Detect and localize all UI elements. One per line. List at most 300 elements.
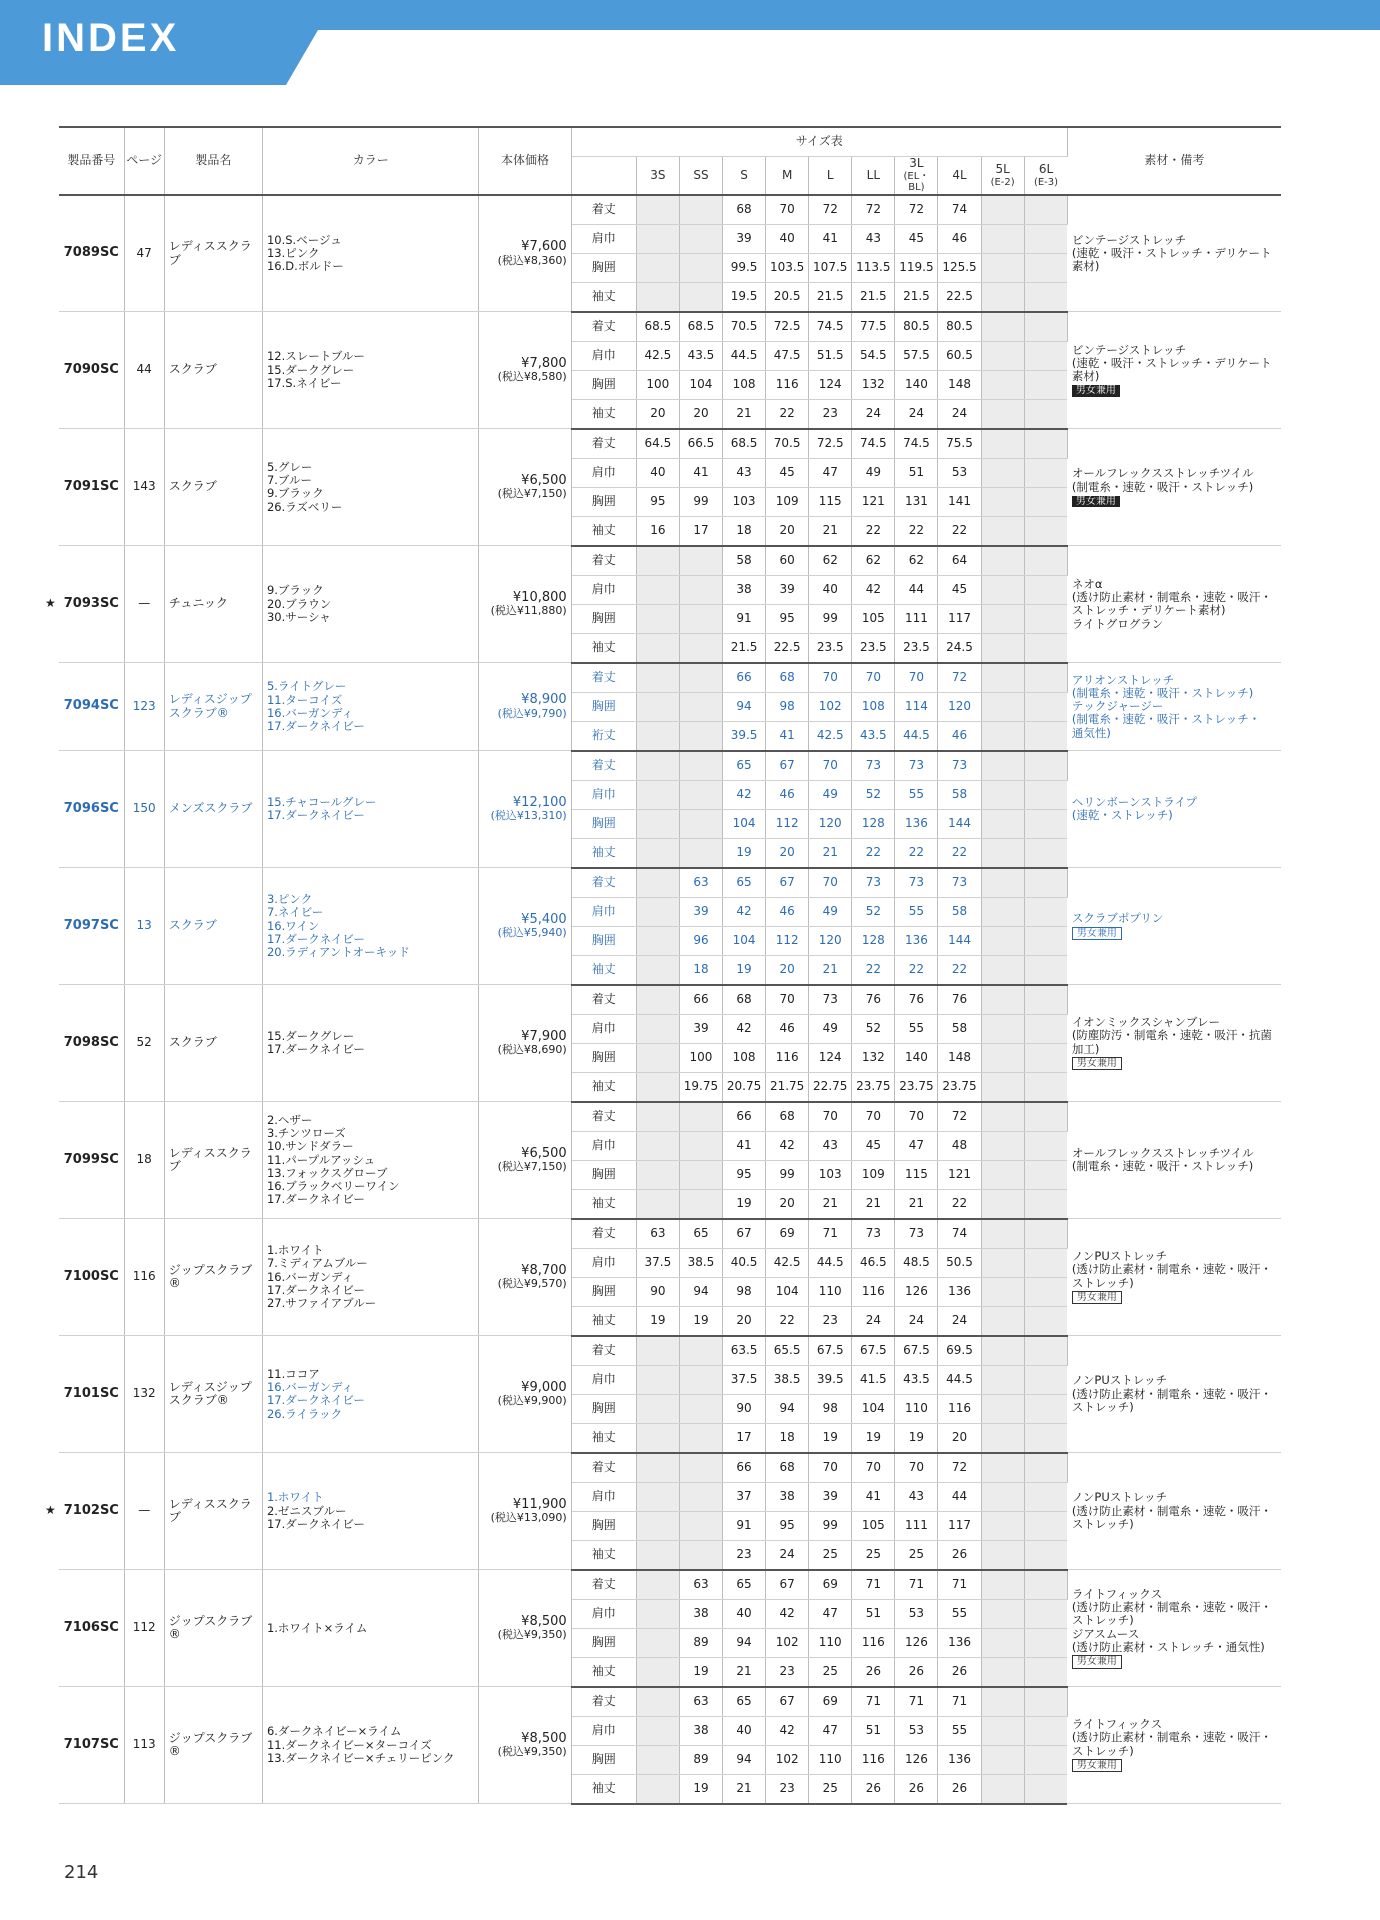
note-line: (制電糸・速乾・吸汗・ストレッチ) [1071, 479, 1254, 494]
measure-label: 胸囲 [571, 1043, 636, 1072]
header-code: 製品番号 [59, 127, 124, 195]
price-tax-included: (税込¥11,880) [490, 604, 567, 618]
product-code [45, 1453, 124, 1570]
size-value: 39.5 [809, 1365, 852, 1394]
size-label: M [781, 167, 793, 182]
color-list [262, 546, 479, 663]
price-tax-included: (税込¥13,310) [490, 809, 567, 823]
header-banner [0, 0, 1380, 85]
note-line: ライトグログラン [1071, 616, 1164, 631]
size-value [1024, 1453, 1067, 1483]
size-value: 42 [766, 1599, 809, 1628]
size-value [636, 1043, 679, 1072]
size-value: 58 [938, 1014, 981, 1043]
size-value: 52 [852, 780, 895, 809]
note-line: (透け防止素材・ストレッチ・通気性) [1071, 1639, 1265, 1654]
size-value [981, 487, 1024, 516]
price-tax-included: (税込¥9,790) [497, 706, 567, 720]
price-value: ¥7,800 [521, 355, 567, 371]
size-value: 100 [679, 1043, 722, 1072]
measure-label: 袖丈 [571, 1189, 636, 1219]
size-value: 48 [938, 1131, 981, 1160]
size-value [981, 1365, 1024, 1394]
note-line: (透け防止素材・制電糸・速乾・吸汗・ [1071, 1503, 1272, 1518]
color-item: 1.ホワイト [266, 1243, 324, 1258]
header-size-label-blank [571, 157, 636, 195]
size-value: 109 [766, 487, 809, 516]
color-item: 16.ワイン [266, 918, 320, 933]
size-value: 71 [895, 1687, 938, 1717]
product-code-text: 7094SC [63, 698, 119, 714]
price [479, 751, 571, 868]
size-value: 55 [938, 1716, 981, 1745]
size-value: 74.5 [852, 429, 895, 459]
catalog-page: — [124, 1453, 164, 1570]
size-value [1024, 1043, 1067, 1072]
size-value [636, 1687, 679, 1717]
size-value [981, 1716, 1024, 1745]
product-name [164, 1102, 262, 1219]
size-value: 23.5 [809, 633, 852, 663]
size-value: 66.5 [679, 429, 722, 459]
measure-label: 着丈 [571, 751, 636, 781]
size-value: 23.75 [938, 1072, 981, 1102]
product-name [164, 429, 262, 546]
product-name-line: ジップスクラブ® [168, 1262, 253, 1291]
size-value: 114 [895, 692, 938, 721]
size-value [636, 692, 679, 721]
size-value: 76 [895, 985, 938, 1015]
size-value: 41 [809, 224, 852, 253]
size-value: 94 [723, 1628, 766, 1657]
size-label: SS [693, 167, 709, 182]
size-value [1024, 1745, 1067, 1774]
size-value: 80.5 [895, 312, 938, 342]
product-code [59, 1687, 124, 1804]
material-note [1067, 1102, 1281, 1219]
product-code-text: 7089SC [63, 245, 119, 261]
size-value [981, 370, 1024, 399]
size-value [981, 1014, 1024, 1043]
size-value: 144 [938, 809, 981, 838]
size-value: 41 [852, 1482, 895, 1511]
size-value: 19 [723, 1189, 766, 1219]
color-list [262, 1336, 479, 1453]
note-line: (透け防止素材・制電糸・速乾・吸汗・ [1071, 1262, 1272, 1277]
color-item: 20.ブラウン [266, 596, 332, 611]
size-value [636, 604, 679, 633]
size-value [636, 282, 679, 312]
product-name [164, 868, 262, 985]
color-item: 16.バーガンディ [266, 1269, 354, 1284]
size-value [1024, 1160, 1067, 1189]
size-value [981, 1306, 1024, 1336]
product-name-line: メンズスクラブ [168, 801, 253, 816]
price-tax-included: (税込¥5,940) [497, 926, 567, 940]
size-value [1024, 809, 1067, 838]
price-value: ¥12,100 [512, 794, 567, 810]
note-line: ビンテージストレッチ [1071, 342, 1187, 357]
size-label: S [740, 167, 748, 182]
size-value [636, 1540, 679, 1570]
measure-label: 着丈 [571, 1453, 636, 1483]
size-value: 99 [809, 604, 852, 633]
product-code-text: 7096SC [63, 800, 119, 816]
size-value: 105 [852, 1511, 895, 1540]
size-value: 70 [852, 1102, 895, 1132]
material-note [1067, 663, 1281, 751]
size-value: 44.5 [723, 341, 766, 370]
measure-label: 着丈 [571, 1102, 636, 1132]
size-value [1024, 487, 1067, 516]
note-line: テックジャージー [1071, 699, 1164, 714]
measure-label: 着丈 [571, 1687, 636, 1717]
size-value: 53 [895, 1599, 938, 1628]
size-value [1024, 195, 1067, 225]
size-value [981, 1628, 1024, 1657]
product-code [59, 1336, 124, 1453]
size-value: 136 [938, 1277, 981, 1306]
size-value [1024, 838, 1067, 868]
color-list [262, 1453, 479, 1570]
size-value: 95 [636, 487, 679, 516]
size-value: 68 [723, 985, 766, 1015]
size-value: 41 [766, 721, 809, 751]
size-value: 49 [809, 897, 852, 926]
size-value [636, 575, 679, 604]
size-value [679, 1336, 722, 1366]
size-value: 100 [636, 370, 679, 399]
product-code-text: 7091SC [63, 478, 119, 494]
measure-label: 肩巾 [571, 1014, 636, 1043]
size-value: 17 [723, 1423, 766, 1453]
catalog-page: 143 [124, 429, 164, 546]
catalog-page: 150 [124, 751, 164, 868]
size-value: 19.75 [679, 1072, 722, 1102]
size-value [981, 1394, 1024, 1423]
catalog-page: 18 [124, 1102, 164, 1219]
table-row [59, 1570, 1281, 1600]
size-value: 102 [766, 1745, 809, 1774]
price-value: ¥11,900 [512, 1496, 567, 1512]
price-tax-included: (税込¥7,150) [497, 1160, 567, 1174]
size-value [981, 1482, 1024, 1511]
product-name-line: ジップスクラブ® [168, 1613, 253, 1642]
color-item: 26.ラズベリー [266, 499, 343, 514]
size-value: 23 [766, 1774, 809, 1804]
size-value: 24 [852, 1306, 895, 1336]
size-value: 124 [809, 370, 852, 399]
measure-label: 肩巾 [571, 1599, 636, 1628]
product-code [59, 1219, 124, 1336]
material-note [1067, 1687, 1281, 1804]
size-value: 131 [895, 487, 938, 516]
size-value: 24.5 [938, 633, 981, 663]
size-value [636, 224, 679, 253]
size-value: 116 [938, 1394, 981, 1423]
size-value [1024, 751, 1067, 781]
size-value: 69 [766, 1219, 809, 1249]
size-value: 23 [809, 1306, 852, 1336]
size-value: 21 [723, 1774, 766, 1804]
size-value: 96 [679, 926, 722, 955]
size-value: 71 [852, 1570, 895, 1600]
size-value: 52 [852, 1014, 895, 1043]
size-value: 45 [766, 458, 809, 487]
unisex-badge: 男女兼用 [1072, 1655, 1122, 1669]
size-value [1024, 897, 1067, 926]
size-value: 23.75 [895, 1072, 938, 1102]
material-note [1067, 1219, 1281, 1336]
unisex-badge: 男女兼用 [1072, 385, 1120, 397]
table-row [59, 312, 1281, 342]
note-line: ストレッチ) [1071, 1743, 1134, 1758]
size-value: 73 [895, 1219, 938, 1249]
size-value: 43 [852, 224, 895, 253]
size-value: 126 [895, 1277, 938, 1306]
measure-label: 袖丈 [571, 1540, 636, 1570]
size-value: 43.5 [679, 341, 722, 370]
size-value [981, 312, 1024, 342]
product-code [59, 429, 124, 546]
size-value: 40 [723, 1716, 766, 1745]
note-line: ストレッチ) [1071, 1613, 1134, 1628]
size-value: 108 [852, 692, 895, 721]
note-line: スクラブポプリン [1071, 911, 1164, 926]
product-name-line: レディススクラブ [168, 1496, 252, 1525]
size-value [981, 1657, 1024, 1687]
size-value: 23 [809, 399, 852, 429]
size-value: 89 [679, 1745, 722, 1774]
size-value: 26 [938, 1540, 981, 1570]
size-value [1024, 1628, 1067, 1657]
size-value: 19 [723, 838, 766, 868]
size-value: 42.5 [766, 1248, 809, 1277]
size-value: 19 [636, 1306, 679, 1336]
size-value: 46.5 [852, 1248, 895, 1277]
size-value: 70 [766, 195, 809, 225]
measure-label: 袖丈 [571, 838, 636, 868]
size-value [981, 751, 1024, 781]
size-value: 108 [723, 370, 766, 399]
product-name-line: チュニック [168, 596, 228, 611]
size-value: 148 [938, 370, 981, 399]
price-tax-included: (税込¥8,360) [497, 253, 567, 267]
color-list [262, 1102, 479, 1219]
size-value: 39 [679, 1014, 722, 1043]
size-value: 42 [766, 1716, 809, 1745]
size-value: 25 [809, 1657, 852, 1687]
color-item: 16.ブラックベリーワイン [266, 1179, 400, 1194]
header-size-l [809, 157, 852, 195]
header-price: 本体価格 [479, 127, 571, 195]
size-value [1024, 1511, 1067, 1540]
size-value [1024, 224, 1067, 253]
size-value [1024, 1306, 1067, 1336]
size-value: 120 [809, 809, 852, 838]
size-value: 75.5 [938, 429, 981, 459]
color-list [262, 663, 479, 751]
size-value: 136 [938, 1745, 981, 1774]
size-value [1024, 1657, 1067, 1687]
size-value: 73 [852, 868, 895, 898]
size-value [981, 868, 1024, 898]
size-value [679, 1423, 722, 1453]
size-value: 19 [852, 1423, 895, 1453]
size-value: 26 [895, 1774, 938, 1804]
product-code [59, 195, 124, 312]
measure-label: 着丈 [571, 312, 636, 342]
price-tax-included: (税込¥7,150) [497, 487, 567, 501]
color-list [262, 429, 479, 546]
catalog-page: 113 [124, 1687, 164, 1804]
size-value: 42 [723, 780, 766, 809]
size-value [636, 1394, 679, 1423]
size-value: 132 [852, 1043, 895, 1072]
size-value [679, 721, 722, 751]
note-line: (速乾・ストレッチ) [1071, 808, 1173, 823]
size-value [636, 985, 679, 1015]
size-value: 44.5 [895, 721, 938, 751]
header-size-s [723, 157, 766, 195]
size-value: 42 [852, 575, 895, 604]
size-value: 20 [938, 1423, 981, 1453]
header-size-table: サイズ表 [571, 127, 1067, 157]
size-value: 53 [938, 458, 981, 487]
price-tax-included: (税込¥13,090) [490, 1511, 567, 1525]
catalog-page: 112 [124, 1570, 164, 1687]
size-value: 108 [723, 1043, 766, 1072]
size-value: 42 [723, 1014, 766, 1043]
size-value: 67 [766, 751, 809, 781]
size-value: 103.5 [766, 253, 809, 282]
size-value: 99 [679, 487, 722, 516]
size-value: 65 [723, 751, 766, 781]
color-item: 11.パープルアッシュ [266, 1152, 376, 1167]
index-header [0, 0, 1380, 85]
size-value [636, 751, 679, 781]
size-label: 4L [952, 167, 967, 182]
size-value: 22 [938, 838, 981, 868]
size-value: 74 [938, 195, 981, 225]
size-value: 69.5 [938, 1336, 981, 1366]
size-value: 44.5 [938, 1365, 981, 1394]
size-value: 46 [766, 897, 809, 926]
size-value: 37.5 [636, 1248, 679, 1277]
product-name [164, 546, 262, 663]
catalog-page: 52 [124, 985, 164, 1102]
size-value: 51.5 [809, 341, 852, 370]
size-value: 47 [809, 458, 852, 487]
size-value: 23.75 [852, 1072, 895, 1102]
color-list [262, 312, 479, 429]
measure-label: 袖丈 [571, 955, 636, 985]
size-value: 20.75 [723, 1072, 766, 1102]
size-value: 38 [679, 1716, 722, 1745]
size-value [636, 1628, 679, 1657]
size-value: 43.5 [852, 721, 895, 751]
color-list [262, 1687, 479, 1804]
size-value [981, 1687, 1024, 1717]
size-value [636, 1716, 679, 1745]
color-item: 17.ダークネイビー [266, 1516, 365, 1531]
size-value [636, 1014, 679, 1043]
size-value [636, 780, 679, 809]
note-line: ノンPUストレッチ [1071, 1373, 1168, 1388]
price-value: ¥7,600 [521, 238, 567, 254]
size-value: 19 [895, 1423, 938, 1453]
size-value [636, 1365, 679, 1394]
measure-label: 袖丈 [571, 1774, 636, 1804]
size-value: 54.5 [852, 341, 895, 370]
measure-label: 肩巾 [571, 341, 636, 370]
note-line: ストレッチ) [1071, 1399, 1134, 1414]
product-code-text: 7100SC [63, 1268, 119, 1284]
size-value [679, 1365, 722, 1394]
price [479, 312, 571, 429]
size-value [636, 546, 679, 576]
size-value [1024, 546, 1067, 576]
size-value: 26 [852, 1774, 895, 1804]
size-value: 62 [895, 546, 938, 576]
size-value: 73 [852, 751, 895, 781]
size-value [636, 1570, 679, 1600]
size-value: 70 [809, 663, 852, 693]
size-value [1024, 516, 1067, 546]
size-value [1024, 341, 1067, 370]
measure-label: 胸囲 [571, 1277, 636, 1306]
size-value [981, 1072, 1024, 1102]
size-value: 136 [938, 1628, 981, 1657]
size-value: 110 [895, 1394, 938, 1423]
size-value: 47 [809, 1599, 852, 1628]
size-value [679, 253, 722, 282]
size-value: 70 [852, 1453, 895, 1483]
size-value [1024, 1423, 1067, 1453]
price [479, 1453, 571, 1570]
new-star-mark: ★ [45, 596, 56, 611]
size-value: 73 [895, 751, 938, 781]
size-value [636, 1102, 679, 1132]
product-code-text: 7093SC [63, 595, 119, 611]
measure-label: 袖丈 [571, 1657, 636, 1687]
price [479, 1687, 571, 1804]
size-value [679, 224, 722, 253]
size-value [679, 809, 722, 838]
size-value [1024, 282, 1067, 312]
size-value [679, 1394, 722, 1423]
size-value: 94 [679, 1277, 722, 1306]
page-title: INDEX [42, 16, 180, 60]
size-value: 121 [852, 487, 895, 516]
size-value [636, 955, 679, 985]
measure-label: 胸囲 [571, 1511, 636, 1540]
size-value [636, 868, 679, 898]
price-tax-included: (税込¥8,690) [497, 1043, 567, 1057]
size-value [1024, 399, 1067, 429]
size-label: 5L [995, 161, 1010, 176]
color-item: 10.S.ベージュ [266, 232, 342, 247]
size-value: 110 [809, 1745, 852, 1774]
color-item: 17.S.ネイビー [266, 375, 342, 390]
size-value [1024, 721, 1067, 751]
size-value: 140 [895, 1043, 938, 1072]
color-item: 13.ダークネイビー×チェリーピンク [266, 1750, 455, 1765]
size-value: 39 [723, 224, 766, 253]
header-size-4l [938, 157, 981, 195]
size-value: 19.5 [723, 282, 766, 312]
size-value [636, 1453, 679, 1483]
